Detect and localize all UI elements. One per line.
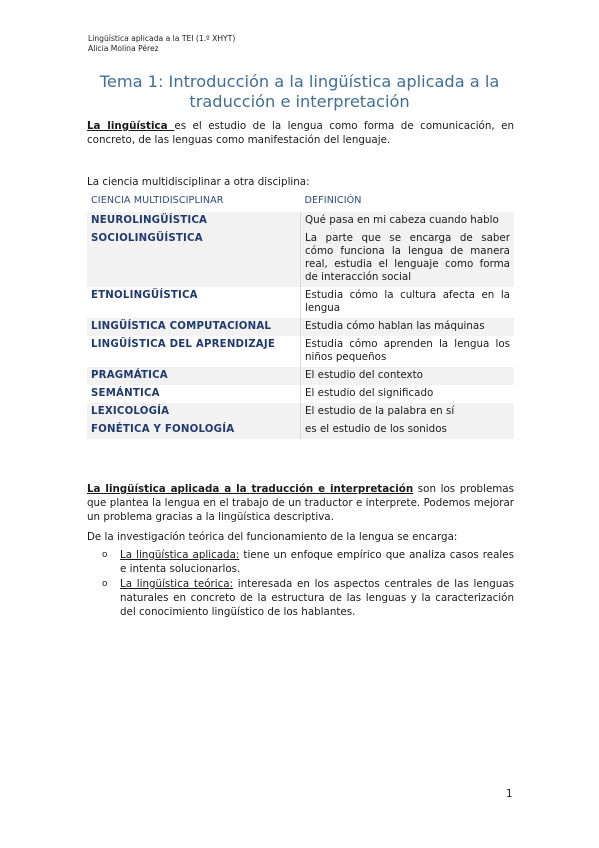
row-definition: Estudia cómo la cultura afecta en la lengua xyxy=(301,287,515,318)
row-term: LINGÜÍSTICA COMPUTACIONAL xyxy=(87,318,301,336)
row-term: LEXICOLOGÍA xyxy=(87,403,301,421)
definitions-table xyxy=(87,192,514,439)
row-definition: Estudia cómo aprenden la lengua los niños pequeños xyxy=(301,336,515,367)
intro-paragraph xyxy=(87,119,514,147)
investigation-paragraph: De la investigación teórica del funcionamiento de la lengua se encarga: xyxy=(87,531,458,543)
table-row xyxy=(87,421,514,439)
page-title: Tema 1: Introducción a la lingüística aplicada a la traducción e interpretación xyxy=(99,72,500,111)
intro-text: es el estudio de la lengua como forma de comunicación, en concreto, de las lenguas como manifestación del lenguaje. xyxy=(87,120,515,146)
bullet-mark: o xyxy=(102,550,108,560)
row-definition: El estudio del contexto xyxy=(301,367,515,385)
header-course: Lingüística aplicada a la TEI (1.º XHYT) xyxy=(88,34,236,43)
table-row xyxy=(87,403,514,421)
row-term: PRAGMÁTICA xyxy=(87,367,301,385)
table-intro: La ciencia multidisciplinar a otra disciplina: xyxy=(87,176,310,188)
table-row xyxy=(87,336,514,367)
bullet-list xyxy=(102,548,514,620)
row-term: FONÉTICA Y FONOLOGÍA xyxy=(87,421,301,439)
table-header-row xyxy=(87,192,514,212)
row-definition: El estudio de la palabra en sí xyxy=(301,403,515,421)
list-item xyxy=(102,548,514,576)
row-definition: Estudia cómo hablan las máquinas xyxy=(301,318,515,336)
row-term: NEUROLINGÜÍSTICA xyxy=(87,212,301,230)
table-header-definition: DEFINICIÓN xyxy=(304,195,362,206)
applied-text: son los problemas que plantea la lengua en el trabajo de un traductor e interprete. Podemos mejorar un problema gracias a la lingüística descriptiva. xyxy=(87,483,514,523)
row-definition: es el estudio de los sonidos xyxy=(301,421,515,439)
header-author: Alicia Molina Pérez xyxy=(88,44,159,53)
applied-term: La lingüística aplicada a la traducción e interpretación xyxy=(87,483,414,495)
table-row xyxy=(87,212,514,230)
bullet-mark: o xyxy=(102,579,108,589)
bullet-term: La lingüística aplicada: xyxy=(120,549,240,561)
row-term: ETNOLINGÜÍSTICA xyxy=(87,287,301,318)
table-row xyxy=(87,287,514,318)
bullet-text: tiene un enfoque empírico que analiza casos reales e intenta solucionarlos. xyxy=(120,549,514,575)
page-number: 1 xyxy=(506,788,513,800)
bullet-text: interesada en los aspectos centrales de las lenguas naturales en concreto de la estructura de las lenguas y la caracterización del conocimiento lingüístico de los hablantes. xyxy=(120,578,514,618)
bullet-term: La lingüística teórica: xyxy=(120,578,234,590)
row-definition: El estudio del significado xyxy=(301,385,515,403)
row-definition: La parte que se encarga de saber cómo funciona la lengua de manera real, estudia el lenguaje como forma de interacción social xyxy=(301,230,515,287)
row-definition: Qué pasa en mi cabeza cuando hablo xyxy=(301,212,515,230)
document-header xyxy=(88,34,235,54)
table-row xyxy=(87,385,514,403)
table-header-science: CIENCIA MULTIDISCIPLINAR xyxy=(91,195,224,206)
intro-term: La lingüística xyxy=(87,120,175,132)
table-row xyxy=(87,367,514,385)
row-term: LINGÜÍSTICA DEL APRENDIZAJE xyxy=(87,336,301,367)
table-row xyxy=(87,230,514,287)
list-item xyxy=(102,577,514,619)
row-term: SEMÁNTICA xyxy=(87,385,301,403)
applied-paragraph xyxy=(87,482,514,524)
row-term: SOCIOLINGÜÍSTICA xyxy=(87,230,301,287)
table-row xyxy=(87,318,514,336)
